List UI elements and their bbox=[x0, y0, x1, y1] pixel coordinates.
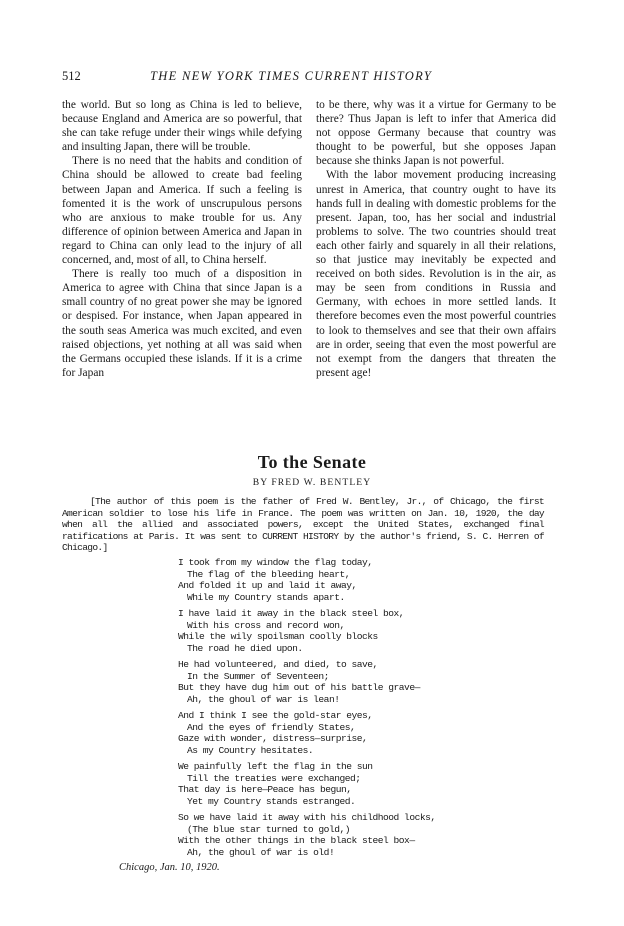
poem-line: I took from my window the flag today, bbox=[178, 557, 373, 568]
paragraph: to be there, why was it a virtue for Germany to be there? Thus Japan is left to infer that America did not oppose Germany because that country was thought to be powerful, but she opposes Japan because she thinks Japan is not powerful. bbox=[316, 99, 556, 168]
poem-line: So we have laid it away with his childhood locks, bbox=[178, 812, 436, 823]
poem-line: While the wily spoilsman coolly blocks bbox=[178, 631, 378, 642]
poem-byline: BY FRED W. BENTLEY bbox=[252, 477, 372, 488]
poem-stanza bbox=[178, 761, 558, 807]
poem-line: The flag of the bleeding heart, bbox=[187, 568, 350, 580]
poem-line: That day is here—Peace has begun, bbox=[178, 784, 352, 795]
poem-stanza bbox=[178, 659, 558, 705]
page-number: 512 bbox=[62, 69, 81, 83]
poem-line: But they have dug him out of his battle grave— bbox=[178, 682, 420, 693]
poem-stanza bbox=[178, 557, 558, 603]
article-right-column bbox=[316, 98, 556, 380]
editor-note: [The author of this poem is the father of Fred W. Bentley, Jr., of Chicago, the first American soldier to lose his life in France. The poem was written on Jan. 10, 1920, the day when all the allied and associated powers, except the United States, exchanged final ratifications at Paris. It was sent to CURRENT HISTORY by the author's friend, S. C. Herren of Chicago.] bbox=[62, 496, 544, 554]
poem-stanza bbox=[178, 710, 558, 756]
article-left-column bbox=[62, 98, 302, 380]
poem-line: And the eyes of friendly States, bbox=[187, 721, 356, 733]
poem-line: In the Summer of Seventeen; bbox=[187, 670, 329, 682]
poem-stanza bbox=[178, 812, 558, 858]
page-header bbox=[62, 69, 542, 87]
poem-line: He had volunteered, and died, to save, bbox=[178, 659, 378, 670]
poem-line: Till the treaties were exchanged; bbox=[187, 772, 361, 784]
poem-line: Yet my Country stands estranged. bbox=[187, 795, 356, 807]
poem-line: With his cross and record won, bbox=[187, 619, 345, 631]
poem-title: To the Senate bbox=[257, 452, 367, 472]
poem-body bbox=[178, 557, 558, 863]
paragraph: There is really too much of a disposition in America to agree with China that since Japan is a small country of no great power she may be ignored or despised. For instance, when Japan appeared in the south seas America was much excited, and even raised objections, yet nothing at all was said when the Germans occupied these islands. If it is a crime for Japan bbox=[62, 268, 302, 379]
poem-line: With the other things in the black steel box— bbox=[178, 835, 415, 846]
poem-line: Gaze with wonder, distress—surprise, bbox=[178, 733, 368, 744]
poem-line: (The blue star turned to gold,) bbox=[187, 823, 350, 835]
poem-line: And I think I see the gold-star eyes, bbox=[178, 710, 373, 721]
poem-dateline: Chicago, Jan. 10, 1920. bbox=[119, 862, 220, 873]
paragraph: the world. But so long as China is led to believe, because England and America are so powerful, that she can take refuge under their wings while defying and insulting Japan, there will be trouble. bbox=[62, 99, 302, 154]
running-title: THE NEW YORK TIMES CURRENT HISTORY bbox=[150, 69, 433, 83]
poem-line: The road he died upon. bbox=[187, 642, 303, 654]
poem-line: Ah, the ghoul of war is lean! bbox=[187, 693, 340, 705]
poem-line: As my Country hesitates. bbox=[187, 744, 314, 756]
poem-line: I have laid it away in the black steel box, bbox=[178, 608, 405, 619]
poem-line: And folded it up and laid it away, bbox=[178, 580, 357, 591]
poem-line: While my Country stands apart. bbox=[187, 591, 345, 603]
poem-line: We painfully left the flag in the sun bbox=[178, 761, 373, 772]
paragraph: There is no need that the habits and condition of China should be allowed to create bad feeling between Japan and America. If such a feeling is fomented it is the work of unscrupulous persons who are anxious to make trouble for us. Any difference of opinion between America and Japan in regard to China can only lead to the injury of all concerned, and, most of all, to China herself. bbox=[62, 155, 302, 267]
poem-line: Ah, the ghoul of war is old! bbox=[187, 846, 335, 858]
paragraph: With the labor movement producing increasing unrest in America, that country ought to have its hands full in dealing with domestic problems for the present. Japan, too, has her social and industrial problems to solve. The two countries should treat each other fairly and squarely in all their relations, so that justice may inevitably be expected and received on both sides. Revolution is in the air, as may be seen from conditions in Russia and Germany, with echoes in more settled lands. It therefore becomes even the most powerful countries to look to themselves and see that their own affairs are in order, seeing that even the most powerful are not exempt from the dangers that threaten the present age! bbox=[316, 169, 556, 379]
poem-stanza bbox=[178, 608, 558, 654]
